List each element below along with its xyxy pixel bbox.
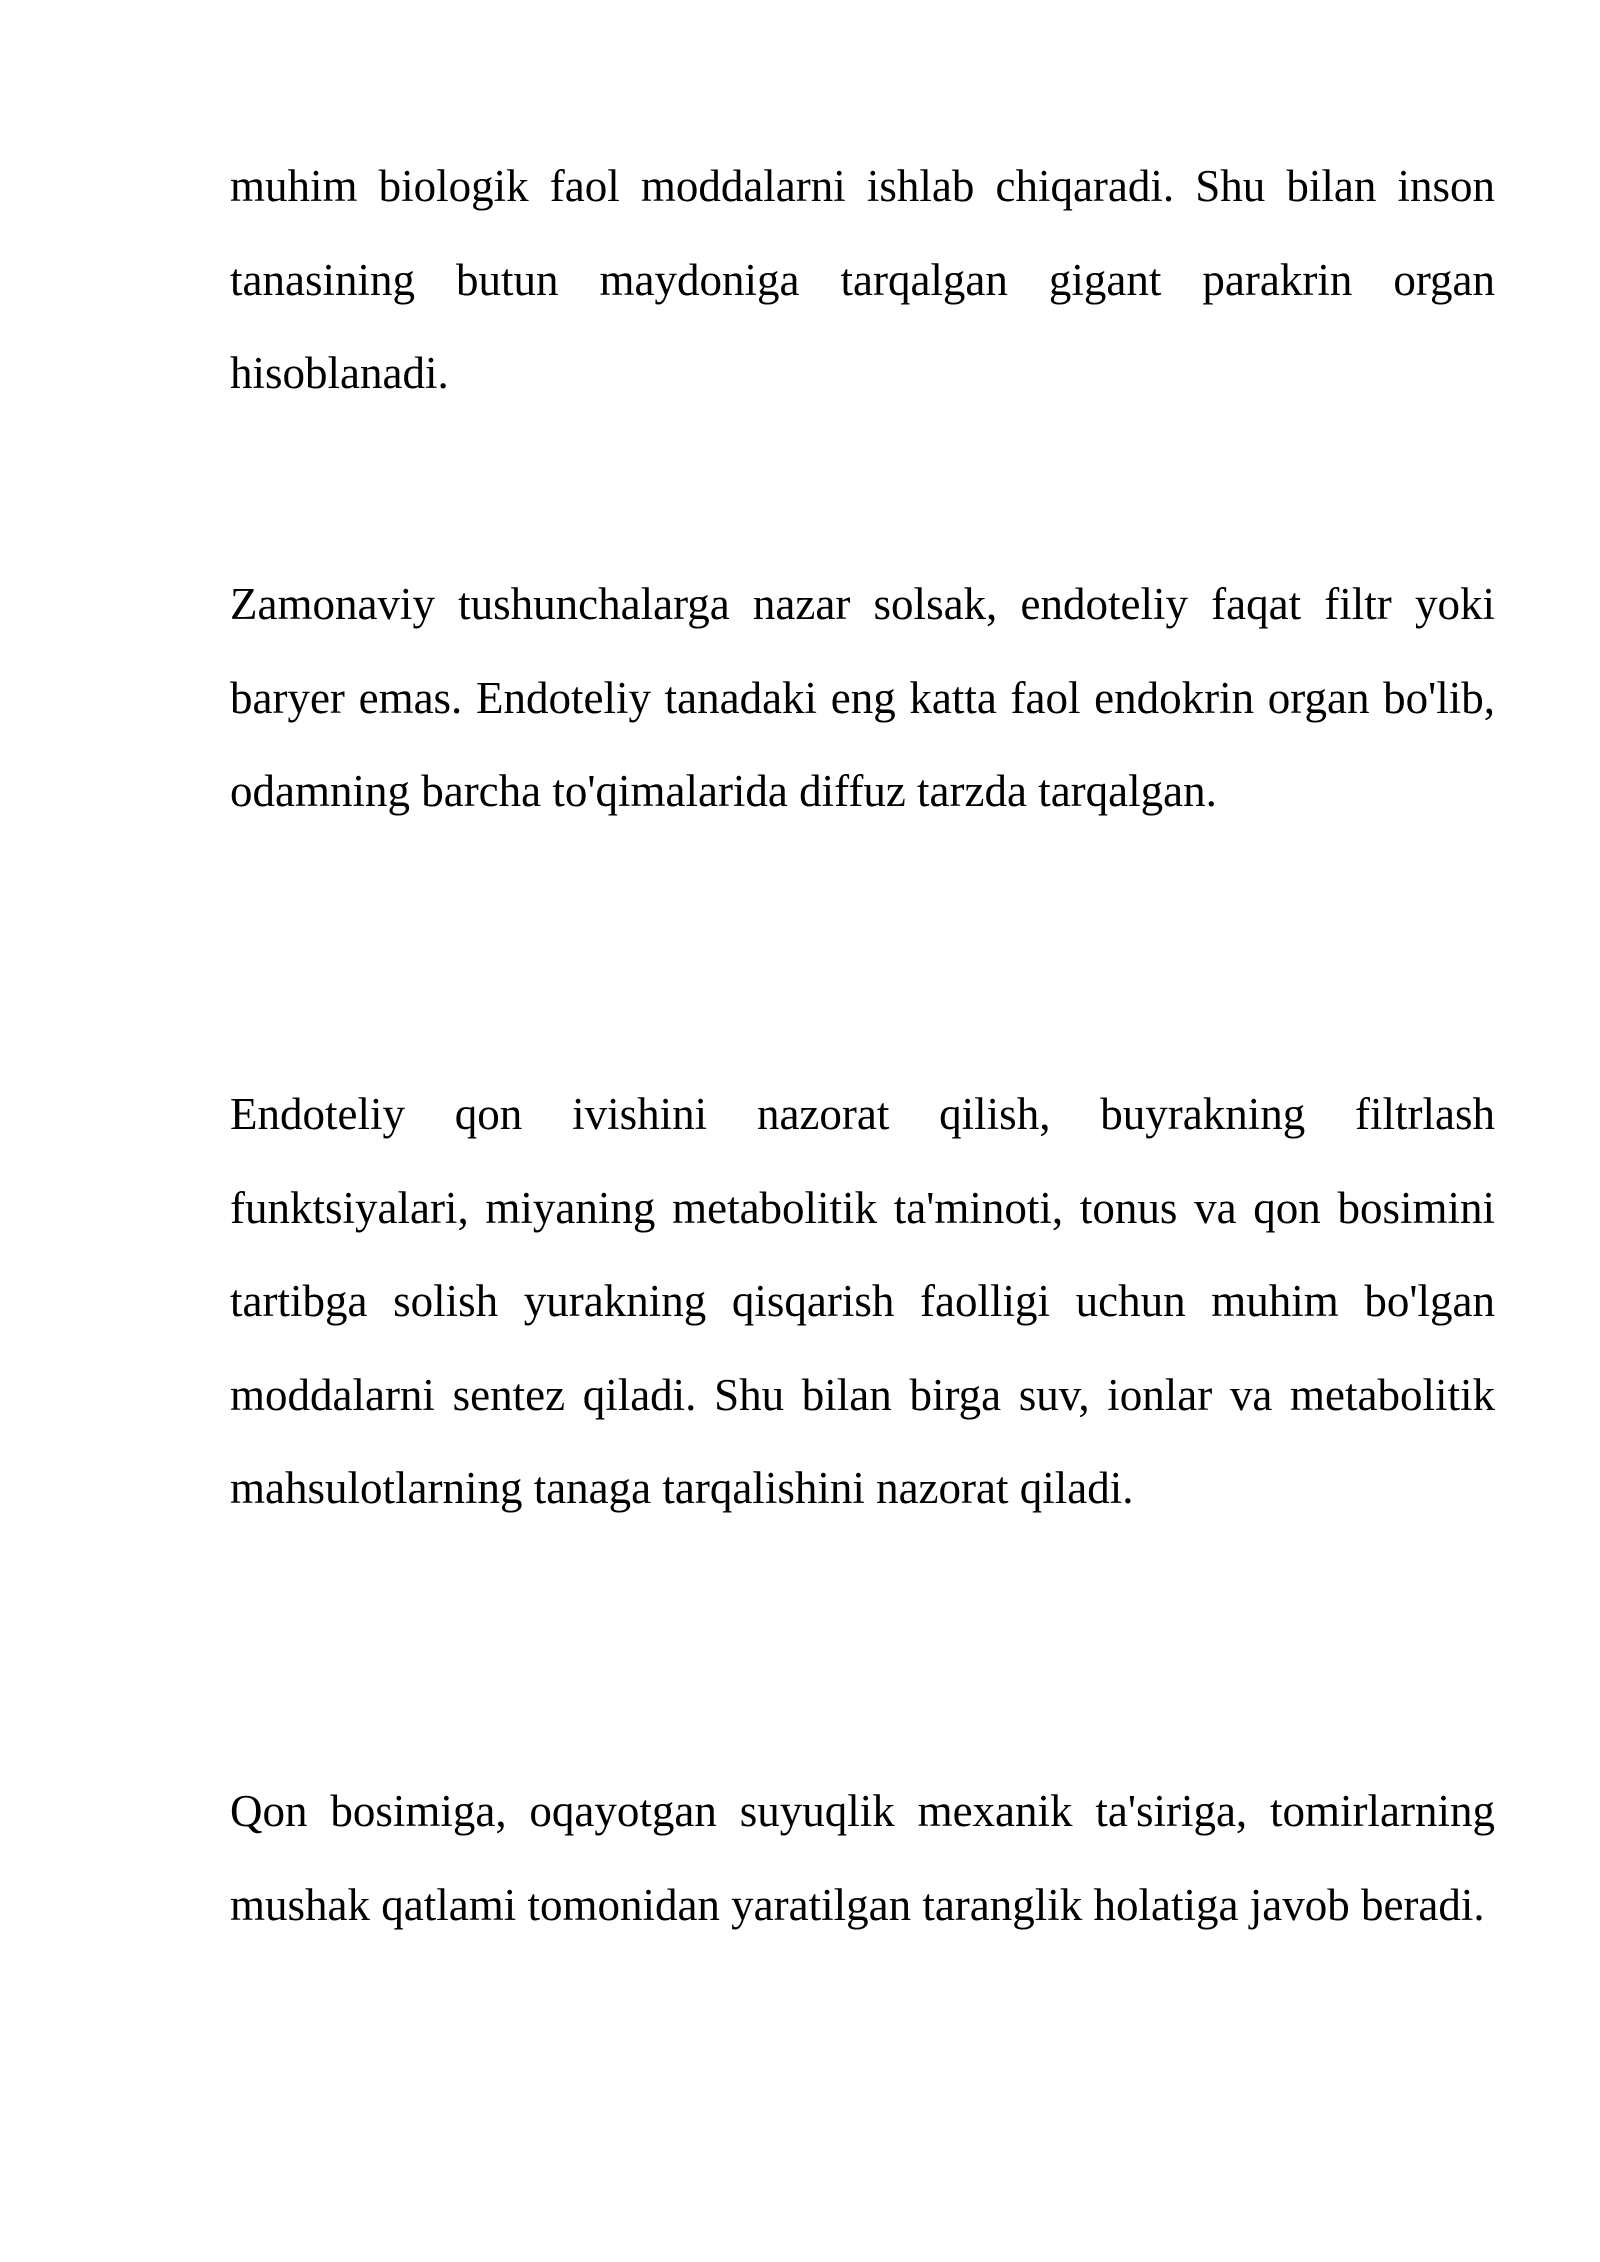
paragraph-3: Endoteliy qon ivishini nazorat qilish, buyrakning filtrlash funktsiyalari, miyaning metabolitik ta'minoti, tonus va qon bosimini tartibga solish yurakning qisqarish faolligi uchun muhim bo'lgan moddalarni sentez qiladi. Shu bilan birga suv, ionlar va metabolitik mahsulotlarning tanaga tarqalishini nazorat qiladi. [230,1089,1495,1513]
paragraph-2: Zamonaviy tushunchalarga nazar solsak, endoteliy faqat filtr yoki baryer emas. Endoteliy tanadaki eng katta faol endokrin organ bo'lib, odamning barcha to'qimalarida diffuz tarzda tarqalgan. [230,579,1495,816]
paragraph-4: Qon bosimiga, oqayotgan suyuqlik mexanik ta'siriga, tomirlarning mushak qatlami tomonidan yaratilgan taranglik holatiga javob beradi. [230,1786,1495,1930]
paragraph-1: muhim biologik faol moddalarni ishlab chiqaradi. Shu bilan inson tanasining butun maydoniga tarqalgan gigant parakrin organ hisoblanadi. [230,161,1495,398]
